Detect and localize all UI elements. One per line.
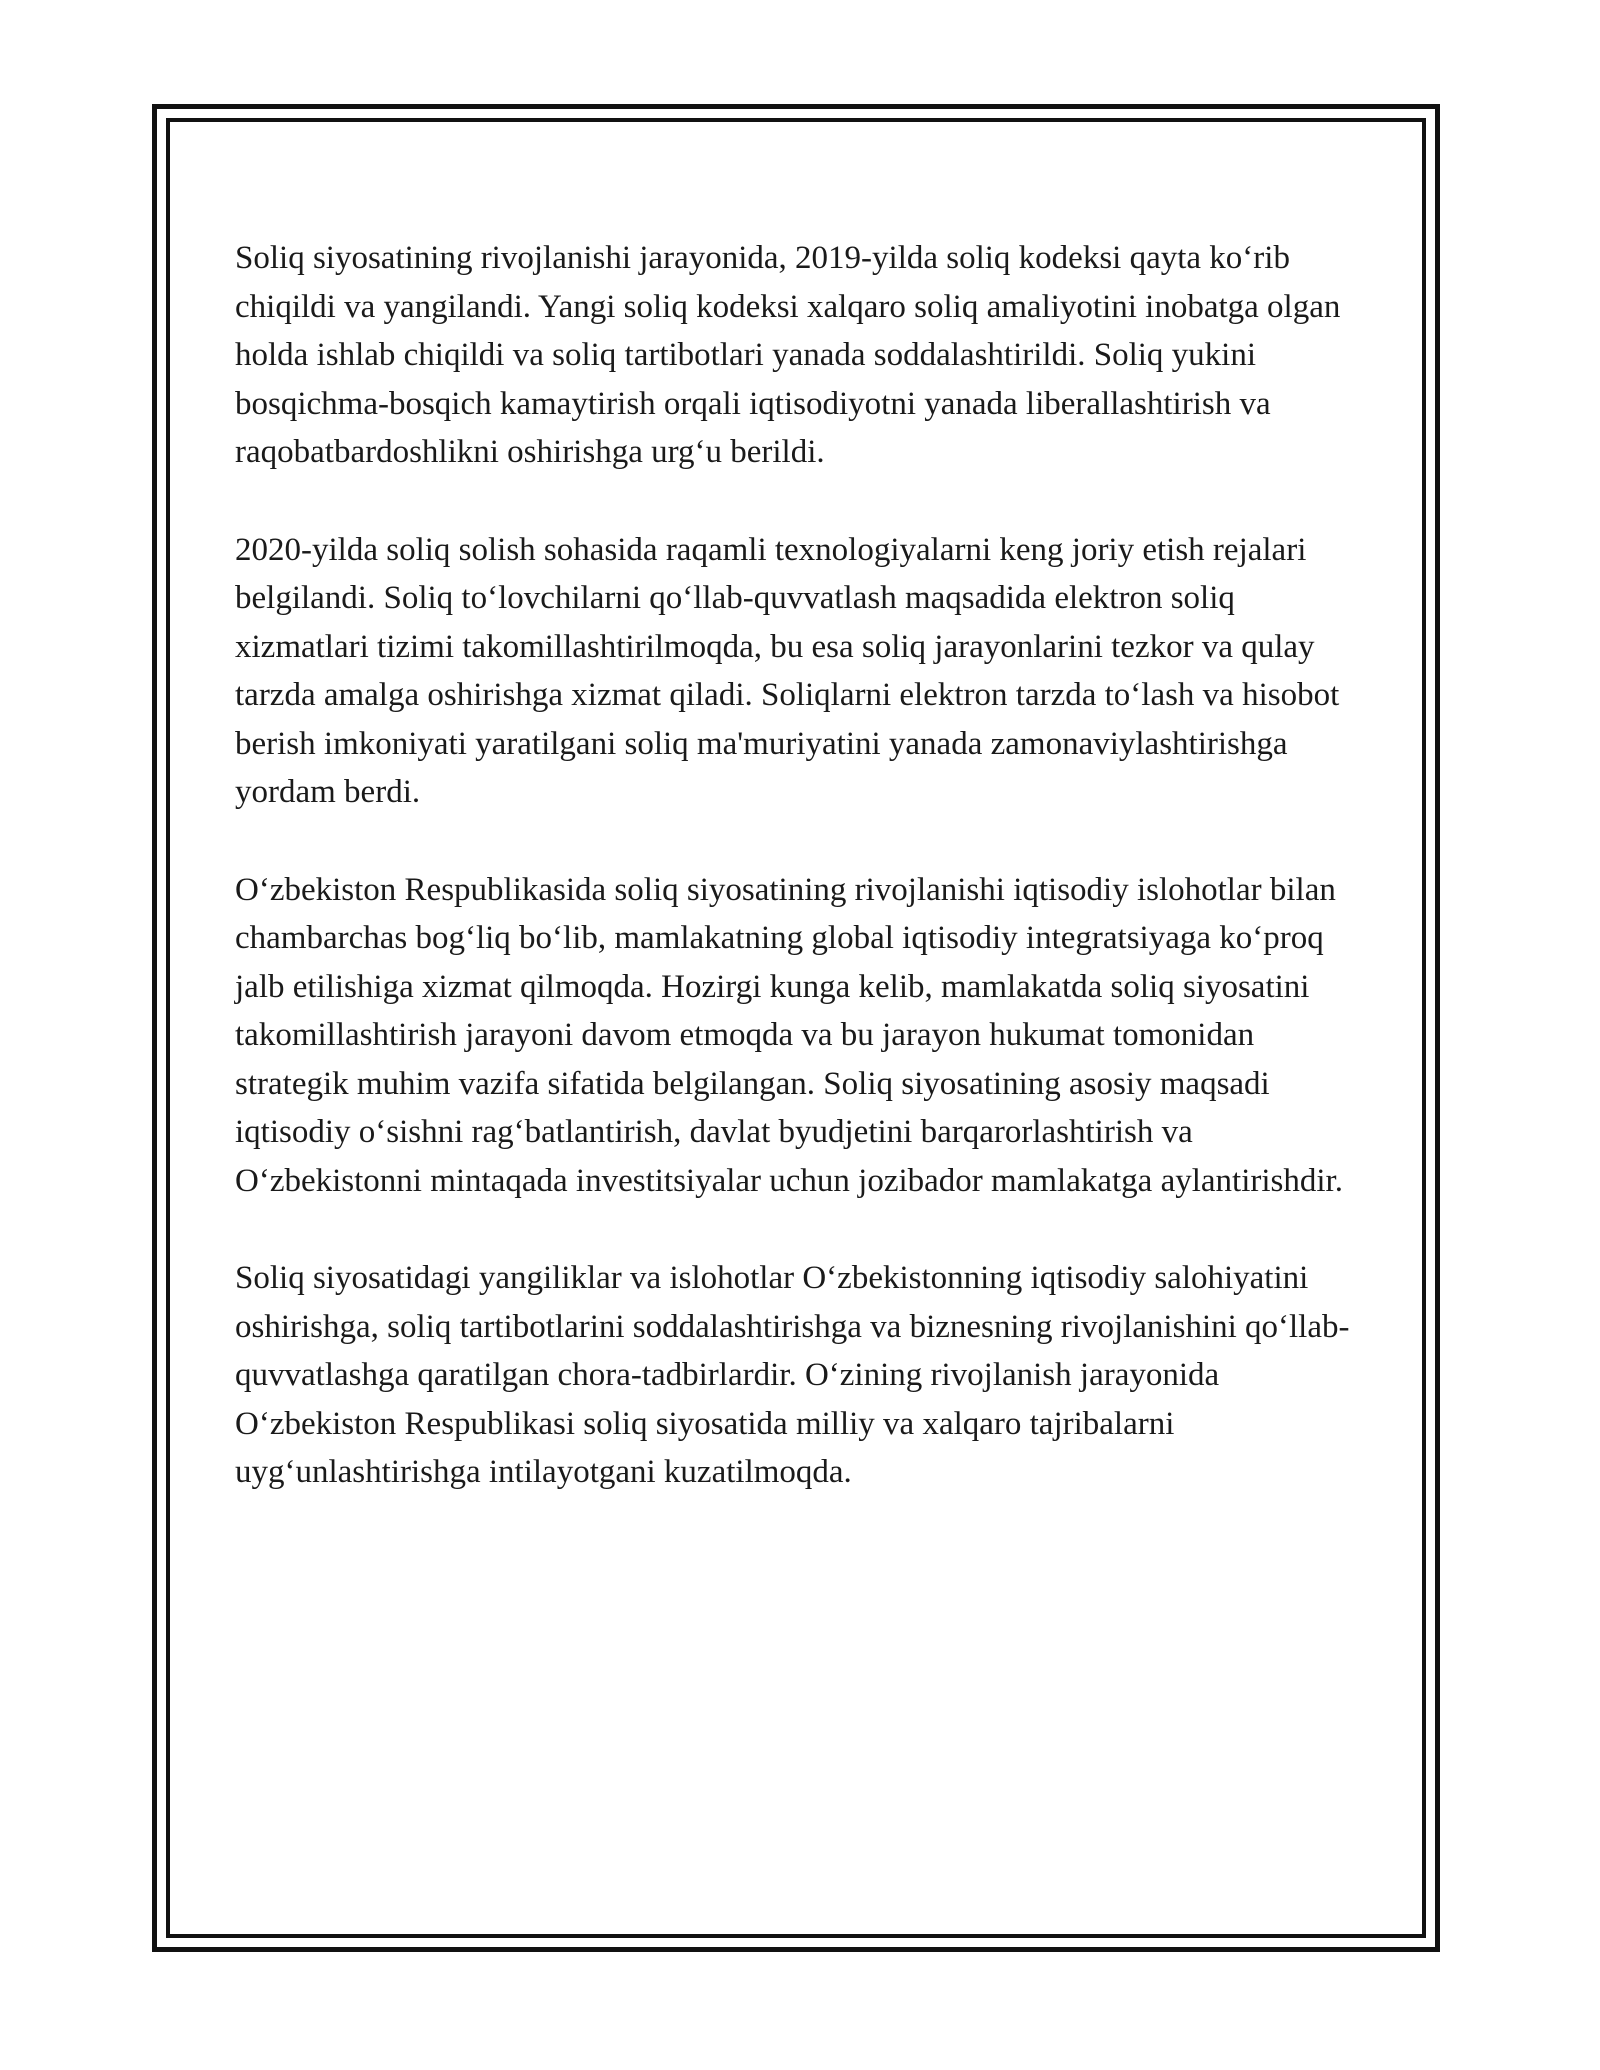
paragraph-tax-code-2019: Soliq siyosatining rivojlanishi jarayonida, 2019-yilda soliq kodeksi qayta ko‘rib chiqildi va yangilandi. Yangi soliq kodeksi xalqaro soliq amaliyotini inobatga olgan holda ishlab chiqildi va soliq tartibotlari yanada soddalashtirildi. Soliq yukini bosqichma-bosqich kamaytirish orqali iqtisodiyotni yanada liberallashtirish va raqobatbardoshlikni oshirishga urg‘u berildi. [235, 240, 1341, 470]
paragraph-innovations-summary: Soliq siyosatidagi yangiliklar va islohotlar O‘zbekistonning iqtisodiy salohiyatini oshirishga, soliq tartibotlarini soddalashtirishga va biznesning rivojlanishini qo‘llab-quvvatlashga qaratilgan chora-tadbirlardir. O‘zining rivojlanish jarayonida O‘zbekiston Respublikasi soliq siyosatida milliy va xalqaro tajribalarni uyg‘unlashtirishga intilayotgani kuzatilmoqda. [235, 1260, 1350, 1490]
paragraph-economic-reforms: O‘zbekiston Respublikasida soliq siyosatining rivojlanishi iqtisodiy islohotlar bilan chambarchas bog‘liq bo‘lib, mamlakatning global iqtisodiy integratsiyaga ko‘proq jalb etilishiga xizmat qilmoqda. Hozirgi kunga kelib, mamlakatda soliq siyosatini takomillashtirish jarayoni davom etmoqda va bu jarayon hukumat tomonidan strategik muhim vazifa sifatida belgilangan. Soliq siyosatining asosiy maqsadi iqtisodiy o‘sishni rag‘batlantirish, davlat byudjetini barqarorlashtirish va O‘zbekistonni mintaqada investitsiyalar uchun jozibador mamlakatga aylantirishdir. [235, 871, 1343, 1199]
paragraph-digital-services-2020: 2020-yilda soliq solish sohasida raqamli texnologiyalarni keng joriy etish rejalari belgilandi. Soliq to‘lovchilarni qo‘llab-quvvatlash maqsadida elektron soliq xizmatlari tizimi takomillashtirilmoqda, bu esa soliq jarayonlarini tezkor va qulay tarzda amalga oshirishga xizmat qiladi. Soliqlarni elektron tarzda to‘lash va hisobot berish imkoniyati yaratilgani soliq ma'muriyatini yanada zamonaviylashtirishga yordam berdi. [235, 531, 1340, 810]
document-body [235, 234, 1365, 1546]
